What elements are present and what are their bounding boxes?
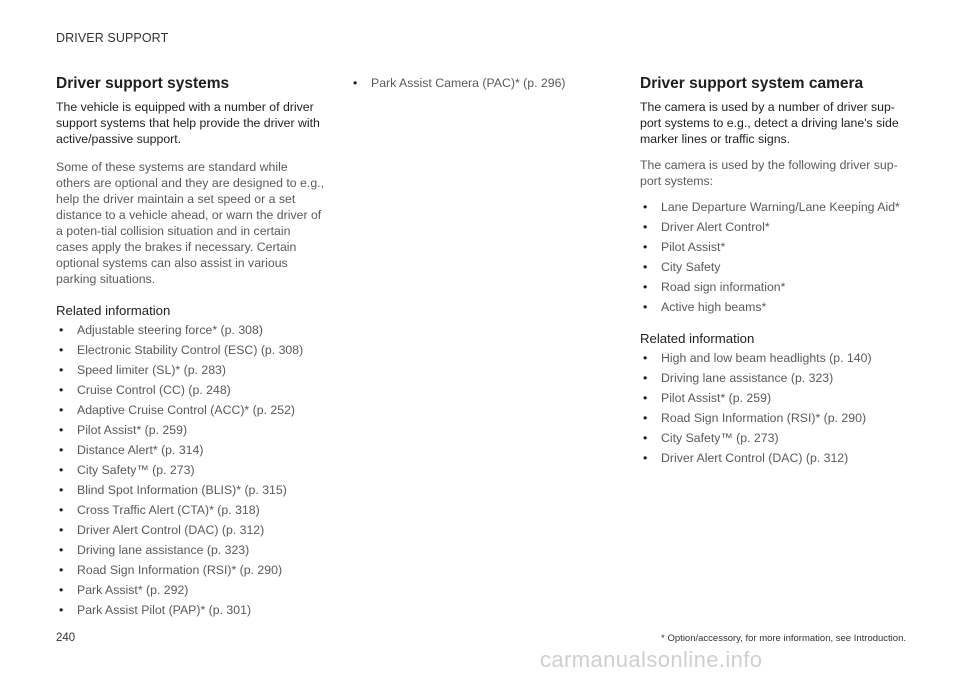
- list-item: [56, 482, 324, 498]
- bullet-icon: •: [643, 200, 648, 214]
- list-item-text: Park Assist* (p. 292): [77, 583, 189, 597]
- watermark-logo: carmanualsonline.info: [540, 647, 763, 672]
- list-item: [56, 542, 324, 558]
- bullet-icon: •: [59, 523, 64, 537]
- list-item-text: Road sign information*: [661, 280, 786, 294]
- list-item-text: Pilot Assist* (p. 259): [661, 391, 772, 405]
- list-item-text: Lane Departure Warning/Lane Keeping Aid*: [661, 200, 900, 214]
- list-item-text: Speed limiter (SL)* (p. 283): [77, 363, 226, 377]
- list-item-text: Driving lane assistance (p. 323): [661, 371, 834, 385]
- body-paragraph: The camera is used by the following driver sup-port systems:: [640, 158, 898, 188]
- list-item: [640, 299, 910, 315]
- bullet-icon: •: [353, 76, 358, 90]
- bullet-icon: •: [59, 563, 64, 577]
- list-item: [56, 602, 324, 618]
- list-item-text: Road Sign Information (RSI)* (p. 290): [77, 563, 283, 577]
- list-item-text: Park Assist Camera (PAC)* (p. 296): [371, 76, 566, 90]
- list-item: [56, 422, 324, 438]
- list-item: [350, 75, 590, 91]
- list-item-text: Driver Alert Control (DAC) (p. 312): [77, 523, 265, 537]
- related-information-list: [56, 322, 324, 618]
- list-item-text: City Safety™ (p. 273): [661, 431, 779, 445]
- bullet-icon: •: [59, 463, 64, 477]
- list-item: [56, 502, 324, 518]
- list-item-text: Road Sign Information (RSI)* (p. 290): [661, 411, 867, 425]
- list-item-text: Driving lane assistance (p. 323): [77, 543, 250, 557]
- bullet-icon: •: [59, 363, 64, 377]
- section-header: DRIVER SUPPORT: [56, 31, 169, 45]
- list-item: [640, 199, 910, 215]
- list-item-text: Adaptive Cruise Control (ACC)* (p. 252): [77, 403, 296, 417]
- list-item-text: Pilot Assist* (p. 259): [77, 423, 188, 437]
- bullet-icon: •: [59, 503, 64, 517]
- list-item-text: High and low beam headlights (p. 140): [661, 351, 872, 365]
- list-item-text: City Safety: [661, 260, 721, 274]
- list-item: [640, 410, 910, 426]
- column-continued-list: [350, 75, 590, 95]
- bullet-icon: •: [643, 280, 648, 294]
- list-item-text: City Safety™ (p. 273): [77, 463, 195, 477]
- related-information-list: [640, 350, 910, 466]
- bullet-icon: •: [643, 220, 648, 234]
- bullet-icon: •: [643, 260, 648, 274]
- bullet-icon: •: [59, 343, 64, 357]
- list-item-text: Blind Spot Information (BLIS)* (p. 315): [77, 483, 287, 497]
- bullet-icon: •: [643, 300, 648, 314]
- bullet-icon: •: [643, 391, 648, 405]
- bullet-icon: •: [59, 583, 64, 597]
- list-item: [56, 562, 324, 578]
- column-driver-support-camera: [640, 75, 910, 470]
- camera-systems-list: [640, 199, 910, 315]
- list-item: [56, 582, 324, 598]
- list-item: [640, 219, 910, 235]
- list-item: [56, 462, 324, 478]
- list-item-text: Distance Alert* (p. 314): [77, 443, 204, 457]
- bullet-icon: •: [643, 240, 648, 254]
- related-information-list-continued: [350, 75, 590, 91]
- list-item: [56, 402, 324, 418]
- list-item-text: Cross Traffic Alert (CTA)* (p. 318): [77, 503, 260, 517]
- list-item: [56, 442, 324, 458]
- list-item-text: Electronic Stability Control (ESC) (p. 308): [77, 343, 304, 357]
- list-item: [640, 450, 910, 466]
- bullet-icon: •: [59, 423, 64, 437]
- bullet-icon: •: [643, 371, 648, 385]
- list-item-text: Active high beams*: [661, 300, 767, 314]
- list-item-text: Pilot Assist*: [661, 240, 726, 254]
- footnote: * Option/accessory, for more information, see Introduction.: [661, 633, 906, 644]
- page-number: 240: [56, 632, 76, 644]
- list-item-text: Driver Alert Control (DAC) (p. 312): [661, 451, 849, 465]
- list-item: [640, 350, 910, 366]
- bullet-icon: •: [643, 411, 648, 425]
- list-item-text: Adjustable steering force* (p. 308): [77, 323, 263, 337]
- bullet-icon: •: [643, 451, 648, 465]
- bullet-icon: •: [59, 383, 64, 397]
- bullet-icon: •: [643, 431, 648, 445]
- list-item-text: Driver Alert Control*: [661, 220, 770, 234]
- related-information-heading: Related information: [56, 303, 171, 318]
- bullet-icon: •: [59, 603, 64, 617]
- column-driver-support-systems: [56, 75, 324, 622]
- lead-paragraph: The camera is used by a number of driver sup-port systems to e.g., detect a driving lane's side marker lines or traffic signs.: [640, 100, 899, 146]
- list-item: [56, 342, 324, 358]
- list-item: [640, 259, 910, 275]
- section-title: Driver support systems: [56, 75, 230, 92]
- list-item: [640, 279, 910, 295]
- list-item-text: Park Assist Pilot (PAP)* (p. 301): [77, 603, 252, 617]
- body-paragraph: Some of these systems are standard while others are optional and they are designed to e.g., help the driver maintain a set speed or a set distance to a vehicle ahead, or warn the driver of a poten-tial collision situation and in certain cases apply the brakes if necessary. Certain optional systems can also assist in various parking situations.: [56, 160, 324, 286]
- list-item: [640, 390, 910, 406]
- bullet-icon: •: [59, 443, 64, 457]
- lead-paragraph: The vehicle is equipped with a number of driver support systems that help provide the driver with active/passive support.: [56, 100, 320, 146]
- related-information-heading: Related information: [640, 331, 755, 346]
- list-item: [56, 362, 324, 378]
- list-item: [640, 430, 910, 446]
- bullet-icon: •: [59, 483, 64, 497]
- bullet-icon: •: [59, 543, 64, 557]
- bullet-icon: •: [643, 351, 648, 365]
- list-item: [56, 322, 324, 338]
- list-item: [56, 382, 324, 398]
- list-item-text: Cruise Control (CC) (p. 248): [77, 383, 231, 397]
- list-item: [640, 370, 910, 386]
- list-item: [640, 239, 910, 255]
- section-title: Driver support system camera: [640, 75, 864, 92]
- bullet-icon: •: [59, 323, 64, 337]
- list-item: [56, 522, 324, 538]
- bullet-icon: •: [59, 403, 64, 417]
